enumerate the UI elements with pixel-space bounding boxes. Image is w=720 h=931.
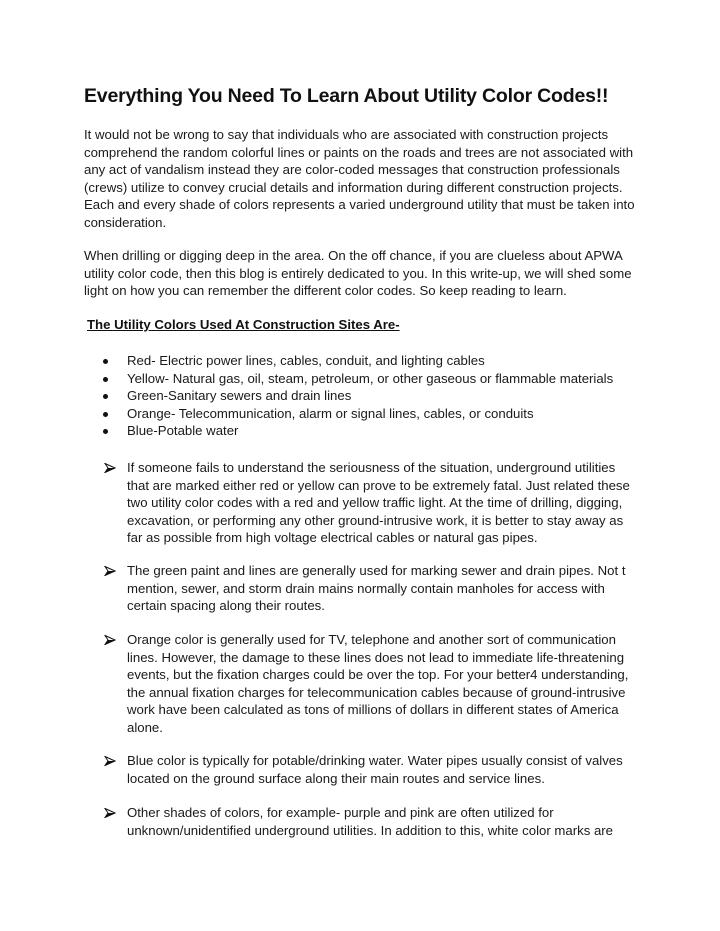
text-line: certain spacing along their routes. — [127, 598, 325, 613]
text-line: Each and every shade of colors represents a varied underground utility that must be taken into — [84, 197, 635, 212]
list-item-text: Blue-Potable water — [127, 423, 239, 439]
text-line: comprehend the random colorful lines or paints on the roads and trees are not associated with — [84, 144, 634, 160]
list-item-text: Orange- Telecommunication, alarm or signal lines, cables, or conduits — [127, 405, 534, 421]
text-line: work have been calculated as tons of millions of dollars in different states of America — [127, 702, 619, 717]
list-item — [0, 387, 720, 405]
text-line: The green paint and lines are generally used for marking sewer and drain pipes. Not t — [127, 563, 626, 578]
text-line: light on how you can remember the different color codes. So keep reading to learn. — [84, 283, 567, 298]
arrow-point-text — [127, 804, 613, 839]
arrowhead-bullet-icon — [104, 566, 116, 576]
list-item — [0, 370, 720, 388]
arrowhead-bullet-icon — [104, 463, 116, 473]
text-line: far as possible from high voltage electrical cables or natural gas pipes. — [127, 530, 538, 545]
text-line: unknown/unidentified underground utilities. In addition to this, white color marks are — [127, 822, 614, 838]
arrow-point-text — [127, 562, 625, 615]
arrowhead-bullet-icon — [104, 635, 116, 645]
arrowhead-bullet-icon — [104, 808, 116, 818]
bullet-dot-icon — [103, 394, 108, 399]
text-line: utility color code, then this blog is entirely dedicated to you. In this write-up, we will shed some — [84, 265, 632, 281]
arrowhead-bullet-icon — [104, 756, 116, 766]
text-line: that are marked either red or yellow can prove to be extremely fatal. Just related these — [127, 477, 630, 493]
list-item-text: Yellow- Natural gas, oil, steam, petroleum, or other gaseous or flammable materials — [127, 370, 614, 386]
section-subheading: The Utility Colors Used At Construction Sites Are- — [87, 317, 400, 332]
text-line: the annual fixation charges for telecommunication cables because of ground-intrusive — [127, 684, 626, 700]
text-line: excavation, or performing any other ground-intrusive work, it is better to stay away as — [127, 512, 624, 528]
bullet-dot-icon — [103, 359, 108, 364]
text-line: any act of vandalism instead they are color-coded messages that construction professionals — [84, 162, 620, 177]
text-line: events, but the fixation charges could be over the top. For your better4 understanding, — [127, 667, 629, 682]
text-line: (crews) utilize to convey crucial details and information during different construction projects. — [84, 179, 623, 195]
color-code-list — [0, 352, 720, 440]
text-line: Orange color is generally used for TV, telephone and another sort of communication — [127, 632, 616, 647]
list-item — [0, 422, 720, 440]
text-line: mention, sewer, and storm drain mains normally contain manholes for access with — [127, 580, 605, 596]
text-line: It would not be wrong to say that individuals who are associated with construction projects — [84, 127, 609, 142]
intro-paragraph — [84, 126, 644, 231]
list-item — [0, 352, 720, 370]
text-line: lines. However, the damage to these lines does not lead to immediate life-threatening — [127, 649, 625, 665]
bullet-dot-icon — [103, 412, 108, 417]
text-line: located on the ground surface along their main routes and service lines. — [127, 770, 545, 786]
text-line: If someone fails to understand the seriousness of the situation, underground utilities — [127, 460, 616, 475]
second-paragraph — [84, 247, 644, 300]
document-title: Everything You Need To Learn About Utility Color Codes!! — [84, 85, 609, 107]
arrow-point-text — [127, 631, 628, 736]
bullet-dot-icon — [103, 377, 108, 382]
arrow-point-text — [127, 459, 630, 547]
list-item-text: Green-Sanitary sewers and drain lines — [127, 388, 352, 404]
list-item — [0, 405, 720, 423]
text-line: consideration. — [84, 214, 167, 230]
arrow-point-text — [127, 752, 623, 787]
bullet-dot-icon — [103, 429, 108, 434]
text-line: Blue color is typically for potable/drinking water. Water pipes usually consist of valves — [127, 753, 623, 768]
text-line: alone. — [127, 719, 163, 735]
text-line: When drilling or digging deep in the area. On the off chance, if you are clueless about APWA — [84, 248, 623, 263]
text-line: Other shades of colors, for example- purple and pink are often utilized for — [127, 805, 554, 820]
list-item-text: Red- Electric power lines, cables, conduit, and lighting cables — [127, 353, 485, 368]
text-line: two utility color codes with a red and yellow traffic light. At the time of drilling, digging, — [127, 495, 623, 510]
